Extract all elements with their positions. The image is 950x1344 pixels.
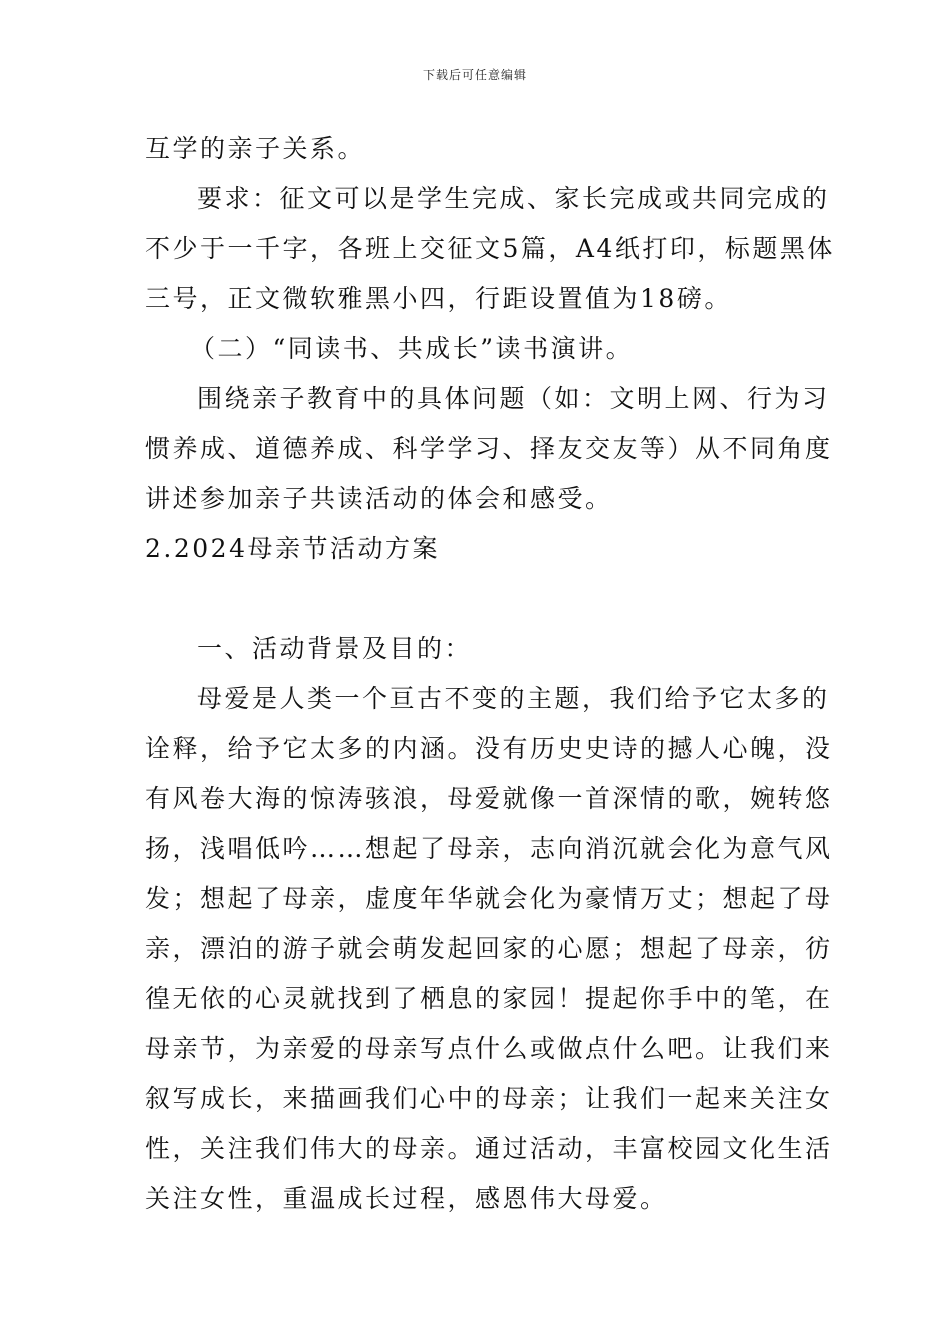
body-text-line: 不少于一千字，各班上交征文5篇，A4纸打印，标题黑体 [145, 234, 835, 263]
section-heading: 2.2024母亲节活动方案 [145, 534, 440, 563]
section-subheading: （二）“同读书、共成长”读书演讲。 [190, 334, 634, 363]
body-text-line: 要求：征文可以是学生完成、家长完成或共同完成的 [197, 184, 830, 213]
body-text-line: 关注女性，重温成长过程，感恩伟大母爱。 [145, 1184, 668, 1213]
body-text-line: 亲，漂泊的游子就会萌发起回家的心愿；想起了母亲，彷 [145, 934, 833, 963]
body-text-line: 有风卷大海的惊涛骇浪，母爱就像一首深情的歌，婉转悠 [145, 784, 833, 813]
page-header: 下载后可任意编辑 [422, 68, 527, 82]
body-text-line: 母亲节，为亲爱的母亲写点什么或做点什么吧。让我们来 [145, 1034, 833, 1063]
body-text-line: 三号，正文微软雅黑小四，行距设置值为18磅。 [145, 284, 732, 313]
body-text-line: 叙写成长，来描画我们心中的母亲；让我们一起来关注女 [145, 1084, 833, 1113]
body-text-line: 徨无依的心灵就找到了栖息的家园！提起你手中的笔，在 [145, 984, 833, 1013]
body-text-line: 扬，浅唱低吟……想起了母亲，志向消沉就会化为意气风 [145, 834, 833, 863]
body-text-line: 发；想起了母亲，虚度年华就会化为豪情万丈；想起了母 [145, 884, 833, 913]
body-text-line: 惯养成、道德养成、科学学习、择友交友等）从不同角度 [145, 434, 833, 463]
section-subheading: 一、活动背景及目的： [197, 634, 473, 663]
body-text-line: 诠释，给予它太多的内涵。没有历史史诗的撼人心魄，没 [145, 734, 833, 763]
body-text-line: 围绕亲子教育中的具体问题（如：文明上网、行为习 [197, 384, 830, 413]
body-text-line: 互学的亲子关系。 [145, 134, 366, 163]
body-text-line: 讲述参加亲子共读活动的体会和感受。 [145, 484, 613, 513]
body-text-line: 母爱是人类一个亘古不变的主题，我们给予它太多的 [197, 684, 830, 713]
body-text-line: 性，关注我们伟大的母亲。通过活动，丰富校园文化生活 [145, 1134, 833, 1163]
